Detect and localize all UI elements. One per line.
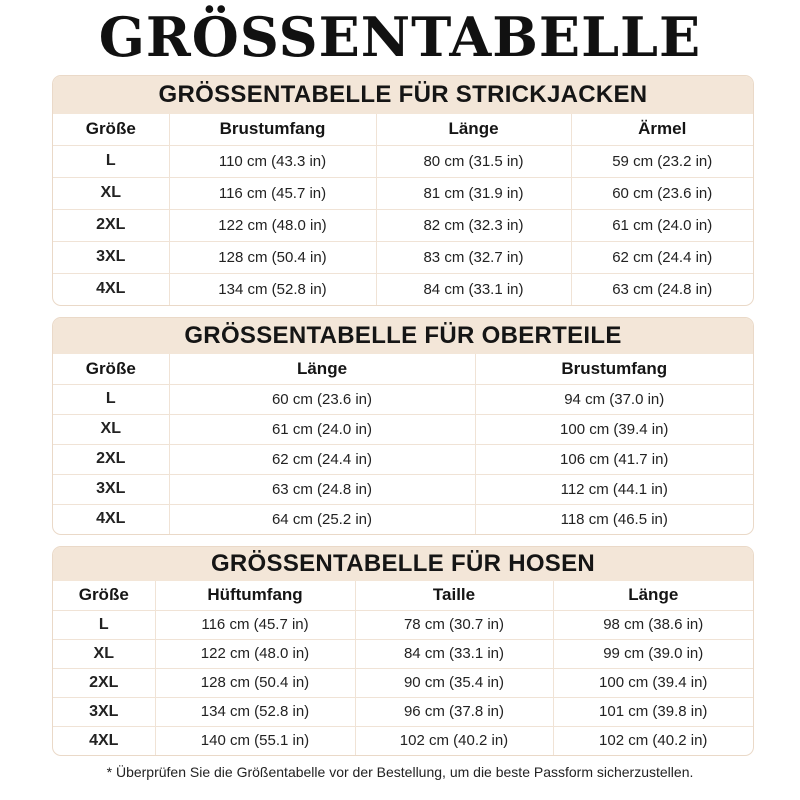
table-cell: 100 cm (39.4 in): [553, 668, 753, 697]
table-row: [53, 474, 753, 504]
column-header: Brustumfang: [475, 354, 753, 384]
table-cell: 98 cm (38.6 in): [553, 610, 753, 639]
table-cell: 84 cm (33.1 in): [376, 273, 571, 305]
table-cell: 81 cm (31.9 in): [376, 177, 571, 209]
page-title: GRÖSSENTABELLE: [98, 5, 702, 69]
table-row: [53, 504, 753, 534]
table-cell: 62 cm (24.4 in): [169, 444, 475, 474]
table-cell: 63 cm (24.8 in): [169, 474, 475, 504]
table-cell: 118 cm (46.5 in): [475, 504, 753, 534]
table-cell: 96 cm (37.8 in): [355, 697, 553, 726]
table-row: [53, 384, 753, 414]
size-cell: L: [53, 384, 169, 414]
column-header: Länge: [553, 581, 753, 610]
table-cell: 62 cm (24.4 in): [571, 241, 753, 273]
table-row: [53, 273, 753, 305]
table-row: [53, 668, 753, 697]
size-cell: 2XL: [53, 444, 169, 474]
column-header: Brustumfang: [169, 114, 376, 145]
size-cell: 4XL: [96, 280, 126, 298]
size-cell: 3XL: [53, 474, 169, 504]
strickjacken-table: [53, 114, 753, 305]
size-cell: 2XL: [53, 668, 155, 697]
table-cell: 116 cm (45.7 in): [155, 610, 355, 639]
table-row: [53, 726, 753, 755]
table-row: [53, 639, 753, 668]
table-cell: 106 cm (41.7 in): [475, 444, 753, 474]
oberteile-table: [53, 354, 753, 534]
table-cell: 84 cm (33.1 in): [355, 639, 553, 668]
hosen-table: [53, 581, 753, 755]
size-cell: L: [53, 610, 155, 639]
table-cell: 101 cm (39.8 in): [553, 697, 753, 726]
hosen-table-box: [52, 546, 754, 756]
column-header: Größe: [53, 114, 169, 145]
table-cell: 80 cm (31.5 in): [376, 145, 571, 177]
table-cell: 110 cm (43.3 in): [169, 145, 376, 177]
column-header: Ärmel: [571, 114, 753, 145]
table-cell: 134 cm (52.8 in): [155, 697, 355, 726]
hosen-heading: GRÖSSENTABELLE FÜR HOSEN: [53, 547, 753, 581]
table-cell: 64 cm (25.2 in): [169, 504, 475, 534]
table-cell: 122 cm (48.0 in): [169, 209, 376, 241]
column-header: Größe: [53, 581, 155, 610]
column-header: Länge: [376, 114, 571, 145]
size-cell: XL: [53, 177, 169, 209]
size-cell: XL: [53, 414, 169, 444]
table-cell: 102 cm (40.2 in): [553, 726, 753, 755]
table-cell: 100 cm (39.4 in): [475, 414, 753, 444]
table-cell: 90 cm (35.4 in): [355, 668, 553, 697]
table-cell: 112 cm (44.1 in): [475, 474, 753, 504]
column-header: Länge: [169, 354, 475, 384]
strickjacken-heading: GRÖSSENTABELLE FÜR STRICKJACKEN: [53, 76, 753, 114]
table-row: [53, 444, 753, 474]
table-cell: 116 cm (45.7 in): [169, 177, 376, 209]
table-cell: 128 cm (50.4 in): [155, 668, 355, 697]
size-cell: 2XL: [53, 209, 169, 241]
table-cell: 99 cm (39.0 in): [553, 639, 753, 668]
table-row: [53, 610, 753, 639]
size-cell: 3XL: [53, 697, 155, 726]
table-cell: 140 cm (55.1 in): [155, 726, 355, 755]
size-cell: XL: [53, 639, 155, 668]
oberteile-heading: GRÖSSENTABELLE FÜR OBERTEILE: [53, 318, 753, 354]
strickjacken-table-box: [52, 75, 754, 306]
table-row: [53, 177, 753, 209]
table-cell: 83 cm (32.7 in): [376, 241, 571, 273]
size-cell: 4XL: [89, 731, 119, 749]
table-cell: 78 cm (30.7 in): [355, 610, 553, 639]
oberteile-table-box: [52, 317, 754, 535]
table-cell: 134 cm (52.8 in): [169, 273, 376, 305]
table-row: [53, 414, 753, 444]
table-cell: 128 cm (50.4 in): [169, 241, 376, 273]
table-cell: 61 cm (24.0 in): [169, 414, 475, 444]
table-cell: 61 cm (24.0 in): [571, 209, 753, 241]
table-cell: 94 cm (37.0 in): [475, 384, 753, 414]
column-header: Taille: [355, 581, 553, 610]
table-cell: 59 cm (23.2 in): [571, 145, 753, 177]
size-cell: 3XL: [53, 241, 169, 273]
column-header: Hüftumfang: [155, 581, 355, 610]
table-row: [53, 697, 753, 726]
column-header: Größe: [53, 354, 169, 384]
table-row: [53, 145, 753, 177]
footnote: * Überprüfen Sie die Größentabelle vor der Bestellung, um die beste Passform sicherzustellen.: [106, 764, 694, 780]
table-cell: 102 cm (40.2 in): [355, 726, 553, 755]
size-cell: L: [53, 145, 169, 177]
table-cell: 122 cm (48.0 in): [155, 639, 355, 668]
table-cell: 60 cm (23.6 in): [571, 177, 753, 209]
table-cell: 60 cm (23.6 in): [169, 384, 475, 414]
table-row: [53, 241, 753, 273]
table-cell: 63 cm (24.8 in): [571, 273, 753, 305]
size-cell: 4XL: [96, 510, 126, 528]
table-cell: 82 cm (32.3 in): [376, 209, 571, 241]
table-row: [53, 209, 753, 241]
